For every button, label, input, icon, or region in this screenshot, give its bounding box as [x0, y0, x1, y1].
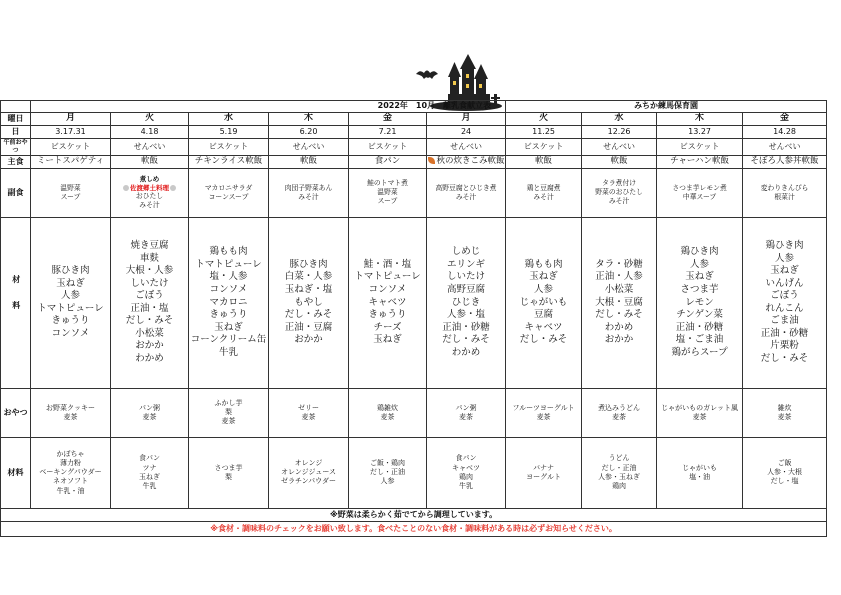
weekday-cell: 木	[657, 113, 743, 126]
date-cell: 12.26	[582, 126, 657, 139]
line-item: マカロニサラダ	[204, 183, 253, 192]
snack-ingredients-row-label: 材料	[1, 437, 31, 508]
staple-cell: ミートスパゲティ	[31, 155, 111, 168]
warning-mark: ※	[210, 523, 218, 533]
ingredients-cell	[427, 217, 506, 388]
snack-ingredients-cell	[349, 437, 427, 508]
snack-ingredients-cell	[506, 437, 582, 508]
snack-ingredients-cell	[111, 437, 189, 508]
line-item: 塩・油	[689, 472, 711, 481]
school-name: みちか練馬保育園	[506, 101, 827, 113]
vegetable-note: ※野菜は柔らかく茹でてから調理しています。	[1, 508, 827, 521]
morning-snack-cell: せんべい	[269, 139, 349, 156]
line-item: 煮込みうどん	[598, 403, 641, 412]
ingredients-cell	[269, 217, 349, 388]
weekday-cell: 金	[349, 113, 427, 126]
side-dish-cell	[189, 168, 269, 217]
line-item: スープ	[377, 197, 398, 206]
line-item: 人参	[60, 290, 80, 302]
side-dish-row-label: 副食	[1, 168, 31, 217]
line-item: 食パン	[455, 454, 477, 463]
snack-ingredients-cell	[427, 437, 506, 508]
line-item: コンソメ	[51, 327, 90, 339]
morning-snack-cell: せんべい	[582, 139, 657, 156]
line-item: 正油・砂糖	[760, 327, 809, 339]
staple-text: 秋の炊きこみ軟飯	[436, 156, 505, 167]
ingredients-cell	[349, 217, 427, 388]
line-item: さつま芋	[214, 463, 243, 472]
line-item: うどん	[608, 454, 630, 463]
autumn-leaf-icon	[428, 157, 435, 164]
line-item: 焼き豆腐	[130, 240, 169, 252]
line-item: れんこん	[765, 302, 804, 314]
weekday-cell: 火	[111, 113, 189, 126]
side-dish-cell	[657, 168, 743, 217]
line-item: 小松菜	[135, 327, 164, 339]
snack-cell	[582, 388, 657, 437]
ingredients-row-label	[1, 217, 31, 388]
line-item: 高野豆腐とひじき煮	[435, 183, 497, 192]
line-item: さつま芋	[680, 284, 719, 296]
line-item: 食パン	[139, 454, 160, 463]
staple-cell: チキンライス軟飯	[189, 155, 269, 168]
side-dish-cell	[349, 168, 427, 217]
line-item: 中華スープ	[682, 192, 717, 201]
line-item: きゅうり	[209, 309, 248, 321]
line-item: 正油・砂糖	[442, 321, 490, 333]
date-row-label: 日	[1, 126, 31, 139]
weekday-cell: 水	[582, 113, 657, 126]
line-item: しいたけ	[130, 277, 169, 289]
line-item: 麦茶	[459, 412, 474, 421]
line-item: 鶏肉	[612, 482, 627, 491]
ingredients-cell	[743, 217, 827, 388]
line-item: 鶏がらスープ	[671, 346, 728, 358]
line-item: 人参・塩	[447, 309, 486, 321]
date-cell: 24	[427, 126, 506, 139]
local-dish-badge	[111, 184, 188, 193]
line-item: タラ・砂糖	[595, 258, 643, 270]
line-item: チーズ	[373, 321, 402, 333]
snack-ingredients-cell	[657, 437, 743, 508]
line-item: 正油・豆腐	[284, 321, 333, 333]
line-item: 鶏もも肉	[209, 246, 248, 258]
line-item: 車麩	[139, 252, 159, 264]
ingredients-cell	[506, 217, 582, 388]
line-item: おひたし	[135, 192, 164, 201]
weekday-cell: 火	[506, 113, 582, 126]
line-item: だし・みそ	[519, 334, 568, 346]
line-item: 片栗粉	[770, 340, 799, 352]
line-item: お野菜クッキー	[46, 403, 95, 412]
line-item: だし・みそ	[595, 309, 643, 321]
line-item: わかめ	[604, 321, 634, 333]
line-item: 人参・大根	[767, 468, 803, 477]
date-cell: 4.18	[111, 126, 189, 139]
line-item: 人参	[690, 258, 710, 270]
local-dish-label: 佐渡郷土料理	[130, 183, 169, 192]
snack-ingredients-cell	[743, 437, 827, 508]
menu-title: 2022年 10月 離乳食献立表	[31, 101, 506, 113]
date-row	[1, 126, 827, 139]
line-item: 玉ねぎ	[770, 265, 799, 277]
pencil-icon	[123, 185, 129, 191]
line-item: 梨	[225, 408, 232, 417]
line-item: しいたけ	[447, 271, 486, 283]
line-item: パン粥	[455, 403, 477, 412]
date-cell: 7.21	[349, 126, 427, 139]
line-item: ヨーグルト	[526, 472, 561, 481]
side-dish-cell	[506, 168, 582, 217]
side-dish-cell	[582, 168, 657, 217]
line-item: ごま油	[770, 315, 799, 327]
line-item: だし・みそ	[760, 352, 809, 364]
line-item: 玉ねぎ	[56, 277, 85, 289]
line-item: エリンギ	[447, 258, 486, 270]
weekday-row	[1, 113, 827, 126]
line-item: おかか	[135, 340, 164, 352]
snack-row	[1, 388, 827, 437]
pin-icon	[170, 185, 176, 191]
line-item: ごぼう	[135, 290, 164, 302]
weekday-cell: 月	[31, 113, 111, 126]
line-item: オレンジ	[294, 458, 323, 467]
line-item: 人参	[380, 477, 395, 486]
line-item: キャベツ	[368, 296, 407, 308]
line-item: レモン	[685, 296, 714, 308]
line-item: 麦茶	[536, 412, 551, 421]
line-item: マカロニ	[209, 296, 248, 308]
ingredients-cell	[111, 217, 189, 388]
line-item: ご飯・鶏肉	[370, 458, 405, 467]
line-item: 玉ねぎ	[373, 334, 402, 346]
staple-cell: そぼろ人参丼軟飯	[743, 155, 827, 168]
side-dish-cell	[31, 168, 111, 217]
snack-cell	[189, 388, 269, 437]
line-item: タラ煮付け	[602, 179, 637, 188]
staple-cell: 軟飯	[269, 155, 349, 168]
line-item: 鶏肉	[459, 472, 474, 481]
line-item: わかめ	[135, 352, 164, 364]
line-item: コーンスープ	[208, 192, 249, 201]
ingredients-row	[1, 217, 827, 388]
line-item: 牛乳	[459, 482, 474, 491]
line-item: 麦茶	[777, 412, 792, 421]
line-item: ふかし芋	[214, 398, 243, 407]
line-item: だし・正油	[370, 468, 405, 477]
snack-cell	[349, 388, 427, 437]
line-item: 正油・人参	[595, 271, 643, 283]
line-item: トマトピューレ	[195, 258, 262, 270]
snack-cell	[657, 388, 743, 437]
snack-ingredients-cell	[269, 437, 349, 508]
line-item: バナナ	[533, 463, 555, 472]
morning-snack-cell: ビスケット	[506, 139, 582, 156]
line-item: だし・みそ	[442, 334, 490, 346]
line-item: しめじ	[451, 246, 481, 258]
line-item: 鶏雑炊	[377, 403, 398, 412]
line-item: キャベツ	[524, 321, 563, 333]
morning-snack-cell: せんべい	[743, 139, 827, 156]
snack-ingredients-cell	[582, 437, 657, 508]
line-item: みそ汁	[139, 201, 160, 210]
line-item: 人参	[775, 252, 795, 264]
line-item: 鶏ひき肉	[765, 240, 804, 252]
line-item: ご飯	[777, 458, 792, 467]
weekday-cell: 水	[189, 113, 269, 126]
line-item: さつま芋レモン煮	[672, 183, 727, 192]
morning-snack-cell: ビスケット	[189, 139, 269, 156]
snack-ingredients-cell	[31, 437, 111, 508]
side-dish-row	[1, 168, 827, 217]
line-item: 麦茶	[692, 412, 707, 421]
line-item: 塩・人参	[209, 271, 248, 283]
warning-text: 食材・調味料のチェックをお願い致します。食べたことのない食材・調味料がある時は必ずお知らせください。	[217, 523, 617, 533]
line-item: トマトピューレ	[354, 271, 421, 283]
weaning-food-menu-table	[0, 100, 827, 537]
line-item: 麦茶	[380, 412, 395, 421]
line-item: みそ汁	[455, 192, 477, 201]
line-item: 肉団子野菜あん	[284, 183, 333, 192]
line-item: 麦茶	[612, 412, 627, 421]
line-item: 人参	[534, 284, 554, 296]
line-item: 小松菜	[604, 284, 634, 296]
line-item: 塩・ごま油	[675, 334, 724, 346]
snack-cell	[506, 388, 582, 437]
ingredients-label-text: 材料	[11, 275, 21, 328]
title-row	[1, 101, 827, 113]
ingredients-cell	[582, 217, 657, 388]
line-item: 牛乳・油	[56, 486, 85, 495]
side-dish-cell	[743, 168, 827, 217]
line-item: スープ	[60, 192, 81, 201]
weekday-row-label: 曜日	[1, 113, 31, 126]
side-dish-cell	[427, 168, 506, 217]
line-item: コンソメ	[209, 284, 248, 296]
morning-snack-cell: せんべい	[111, 139, 189, 156]
line-item: じゃがいものガレット風	[661, 403, 739, 412]
weekday-cell: 月	[427, 113, 506, 126]
allergy-warning	[1, 521, 827, 536]
snack-cell	[427, 388, 506, 437]
line-item: きゅうり	[368, 309, 407, 321]
line-item: ベーキングパウダー	[39, 468, 102, 477]
line-item: わかめ	[451, 346, 481, 358]
line-item: 温野菜	[377, 188, 398, 197]
line-item: じゃがいも	[519, 296, 568, 308]
line-item: だし・塩	[770, 477, 799, 486]
date-cell: 6.20	[269, 126, 349, 139]
date-cell: 3.17.31	[31, 126, 111, 139]
line-item: ツナ	[142, 463, 157, 472]
line-item: オレンジジュース	[281, 468, 336, 477]
line-item: 薄力粉	[60, 458, 81, 467]
staple-cell: 軟飯	[582, 155, 657, 168]
line-item: かぼちゃ	[56, 449, 85, 458]
line-item: ネオソフト	[53, 477, 88, 486]
line-item: コンソメ	[368, 284, 407, 296]
line-item: 玉ねぎ	[139, 472, 160, 481]
line-item: 大根・人参	[125, 265, 174, 277]
line-item: 雑炊	[777, 403, 792, 412]
line-item: 梨	[225, 472, 232, 481]
snack-row-label: おやつ	[1, 388, 31, 437]
line-item: トマトピューレ	[37, 302, 104, 314]
line-item: 玉ねぎ	[214, 321, 243, 333]
line-item: きゅうり	[51, 315, 90, 327]
line-item: 正油・砂糖	[675, 321, 724, 333]
line-item: 鮭・酒・塩	[363, 258, 412, 270]
ingredients-cell	[657, 217, 743, 388]
warning-row	[1, 521, 827, 536]
staple-cell: チャーハン軟飯	[657, 155, 743, 168]
line-item: 鶏ひき肉	[680, 246, 719, 258]
ingredients-cell	[31, 217, 111, 388]
line-item: いんげん	[765, 277, 804, 289]
line-item: 豚ひき肉	[289, 258, 328, 270]
line-item: ごぼう	[770, 290, 799, 302]
staple-cell: 食パン	[349, 155, 427, 168]
line-item: 麦茶	[221, 417, 236, 426]
morning-snack-cell: ビスケット	[657, 139, 743, 156]
line-item: おかか	[604, 334, 634, 346]
line-item: フルーツヨーグルト	[512, 403, 575, 412]
side-dish-cell	[269, 168, 349, 217]
line-item: ゼリー	[298, 403, 319, 412]
date-cell: 5.19	[189, 126, 269, 139]
bat-icon	[416, 71, 438, 80]
snack-cell	[743, 388, 827, 437]
line-item: みそ汁	[533, 192, 554, 201]
line-item: 玉ねぎ	[685, 271, 714, 283]
line-item: 高野豆腐	[447, 284, 486, 296]
weekday-cell: 金	[743, 113, 827, 126]
line-item: だし・正油	[601, 463, 637, 472]
morning-snack-row	[1, 139, 827, 156]
line-item: 大根・豆腐	[595, 296, 643, 308]
line-item: チンゲン菜	[676, 309, 723, 321]
line-item: 牛乳	[218, 346, 238, 358]
side-dish-highlight: 煮しめ	[139, 175, 160, 184]
line-item: コーンクリーム缶	[190, 334, 267, 346]
line-item: キャベツ	[452, 463, 481, 472]
snack-cell	[111, 388, 189, 437]
line-item: 野菜のおひたし	[595, 188, 643, 197]
line-item: 白菜・人参	[284, 271, 333, 283]
staple-row	[1, 155, 827, 168]
line-item: 豆腐	[534, 309, 554, 321]
date-cell: 14.28	[743, 126, 827, 139]
line-item: 鶏と豆腐煮	[526, 183, 561, 192]
line-item: みそ汁	[298, 192, 319, 201]
line-item: 玉ねぎ・塩	[284, 284, 333, 296]
morning-snack-cell: ビスケット	[31, 139, 111, 156]
line-item: 麦茶	[63, 412, 78, 421]
staple-cell	[427, 155, 506, 168]
staple-row-label: 主食	[1, 155, 31, 168]
line-item: おかか	[294, 334, 323, 346]
line-item: 鮭のトマト煮	[367, 179, 408, 188]
morning-snack-cell: ビスケット	[349, 139, 427, 156]
line-item: 変わりきんぴら	[760, 183, 809, 192]
snack-cell	[269, 388, 349, 437]
line-item: 麦茶	[301, 412, 316, 421]
line-item: 温野菜	[60, 183, 81, 192]
date-cell: 11.25	[506, 126, 582, 139]
weekday-cell: 木	[269, 113, 349, 126]
line-item: 鶏もも肉	[524, 258, 563, 270]
line-item: 玉ねぎ	[529, 271, 558, 283]
date-cell: 13.27	[657, 126, 743, 139]
ingredients-cell	[189, 217, 269, 388]
line-item: じゃがいも	[682, 463, 718, 472]
line-item: 麦茶	[142, 412, 157, 421]
line-item: みそ汁	[608, 197, 630, 206]
line-item: 牛乳	[142, 482, 157, 491]
line-item: 正油・塩	[130, 302, 169, 314]
line-item: パン粥	[139, 403, 160, 412]
side-dish-cell	[111, 168, 189, 217]
snack-ingredients-row	[1, 437, 827, 508]
line-item: だし・みそ	[284, 309, 333, 321]
line-item: 豚ひき肉	[51, 265, 90, 277]
morning-snack-row-label: 午前おやつ	[1, 139, 31, 156]
line-item: だし・みそ	[125, 315, 174, 327]
staple-cell: 軟飯	[111, 155, 189, 168]
line-item: ひじき	[451, 296, 481, 308]
note-row	[1, 508, 827, 521]
line-item: ゼラチンパウダー	[280, 477, 337, 486]
staple-cell: 軟飯	[506, 155, 582, 168]
line-item: 根菜汁	[774, 192, 795, 201]
snack-cell	[31, 388, 111, 437]
line-item: 人参・玉ねぎ	[598, 472, 641, 481]
morning-snack-cell: せんべい	[427, 139, 506, 156]
line-item: もやし	[294, 296, 323, 308]
snack-ingredients-cell	[189, 437, 269, 508]
